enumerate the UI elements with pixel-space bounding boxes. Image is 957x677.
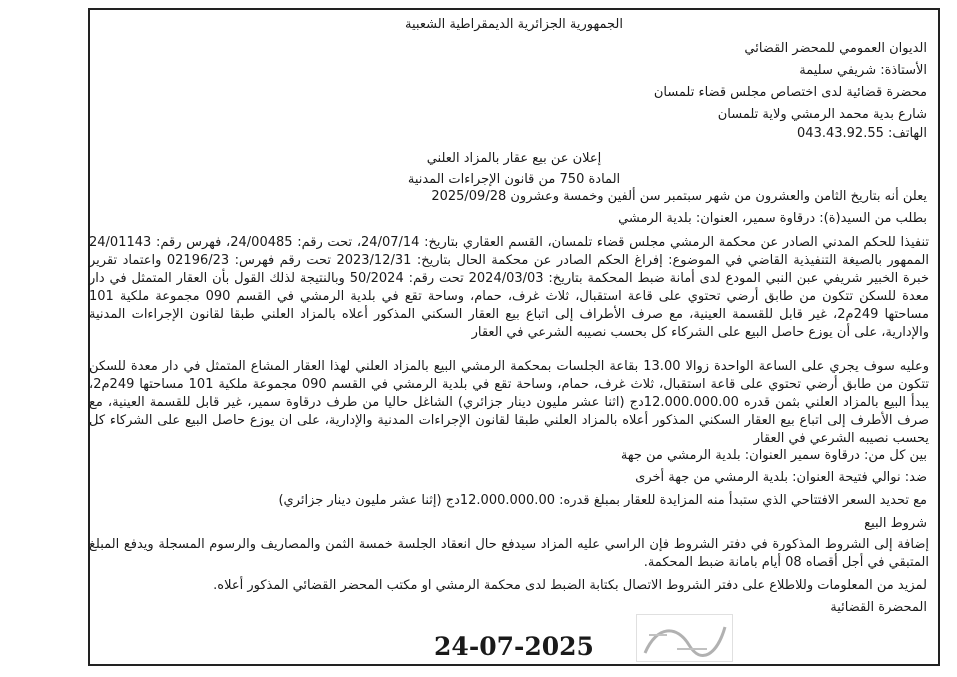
signature-label: المحضرة القضائية (830, 600, 927, 615)
publication-date: 24-07-2025 (434, 632, 594, 661)
information-line: لمزيد من المعلومات وللاطلاع على دفتر الشروط الاتصال بكتابة الضبط لدى محكمة الرمشي او مكتب المحضر القضائي المذكور أعلاه. (213, 578, 927, 593)
country-heading: الجمهورية الجزائرية الديمقراطية الشعبية (405, 17, 623, 32)
auction-paragraph: وعليه سوف يجري على الساعة الواحدة زوالا 13.00 بقاعة الجلسات بمحكمة الرمشي البيع بالمزاد العلني لهذا العقار المشاع المتمثل في دار معدة للسكن تتكون من طابق أرضي تحتوي على قاعة استقبال، ثلاث غرف، حمام، وساحة تقع في بلدية الرمشي في القسم 090 مجموعة ملكية 101 مساحتها 249م2، يبدأ البيع بالمزاد العلني بثمن قدره 12.000.000.00دج (اثنا عشر مليون دينار جزائري) الشاغل حاليا من طرف درقاوة سمير، غير قابل للقسمة العينية، مع صرف الأطرف إلى اتباع بيع العقار السكني المذكور أعلاه بالمزاد العلني طبقا لقانون الإجراءات المدنية والإدارية، على ان يوزع حاصل البيع على الشركاء كل يحسب نصيبه الشرعي في العقار (89, 359, 929, 446)
office-address: شارع بدية محمد الرمشي ولاية تلمسان (717, 107, 927, 122)
conditions-heading: شروط البيع (864, 516, 927, 531)
party-between: بين كل من: درقاوة سمير العنوان: بلدية الرمشي من جهة (620, 448, 927, 463)
conditions-text: إضافة إلى الشروط المذكورة في دفتر الشروط فإن الراسي عليه المزاد سيدفع حال انعقاد الجلسة خمسة الثمن والمصاريف والرسوم المسجلة ويدفع المبلغ المتبقي في أجل أقصاه 08 أيام بامانة ضبط المحكمة. (89, 537, 929, 570)
bailiff-role: محضرة قضائية لدى اختصاص مجلس قضاء تلمسان (653, 85, 927, 100)
party-against: ضد: نوالي فتيحة العنوان: بلدية الرمشي من جهة أخرى (635, 470, 927, 485)
bailiff-name: الأستاذة: شريفي سليمة (799, 63, 927, 78)
judgment-paragraph: تنفيذا للحكم المدني الصادر عن محكمة الرمشي مجلس قضاء تلمسان، القسم العقاري بتاريخ: 24/07/14، تحت رقم: 24/00485، فهرس رقم: 24/01143 الممهور بالصيغة التنفيذية القاضي في الموضوع: إفراغ الحكم الصادر عن محكمة الحال بتاريخ: 2023/12/31 تحت رقم فهرس: 02196/23 واعتماد تقرير خبرة الخبير شريفي عبن النبي المودع لدى أمانة ضبط المحكمة بتاريخ: 2024/03/03 تحت رقم: 50/2024 وبالنتيجة لذلك القول بأن العقار المتمثل في دار معدة للسكن تتكون من طابق أرضي تحتوي على قاعة استقبال، ثلاث غرف، حمام، وساحة تقع في بلدية الرمشي في القسم 090 مجموعة ملكية 101 مساحتها 249م2، غير قابل للقسمة العينية، مع صرف الأطراف إلى اتباع بيع العقار السكني المذكور أعلاه بالمزاد العلني طبقا لقانون الإجراءات المدنية والإدارية، على أن يوزع حاصل البيع على الشركاء كل بحسب نصيبه الشرعي في العقار (89, 235, 929, 340)
notice-article: المادة 750 من قانون الإجراءات المدنية (407, 172, 621, 187)
opening-price: مع تحديد السعر الافتتاحي الذي ستبدأ منه المزايدة للعقار بمبلغ قدره: 12.000.000.00دج (إثنا عشر مليون دينار جزائري) (278, 493, 927, 508)
office-name: الديوان العمومي للمحضر القضائي (744, 41, 927, 56)
office-phone: الهاتف: 043.43.92.55 (797, 126, 927, 141)
requester: بطلب من السيد(ة): درقاوة سمير، العنوان: بلدية الرمشي (618, 211, 927, 226)
intro-date: يعلن أنه بتاريخ الثامن والعشرون من شهر سبتمبر سن ألفين وخمسة وعشرون 2025/09/28 (431, 189, 927, 204)
notice-title: إعلان عن بيع عقار بالمزاد العلني (426, 151, 602, 166)
